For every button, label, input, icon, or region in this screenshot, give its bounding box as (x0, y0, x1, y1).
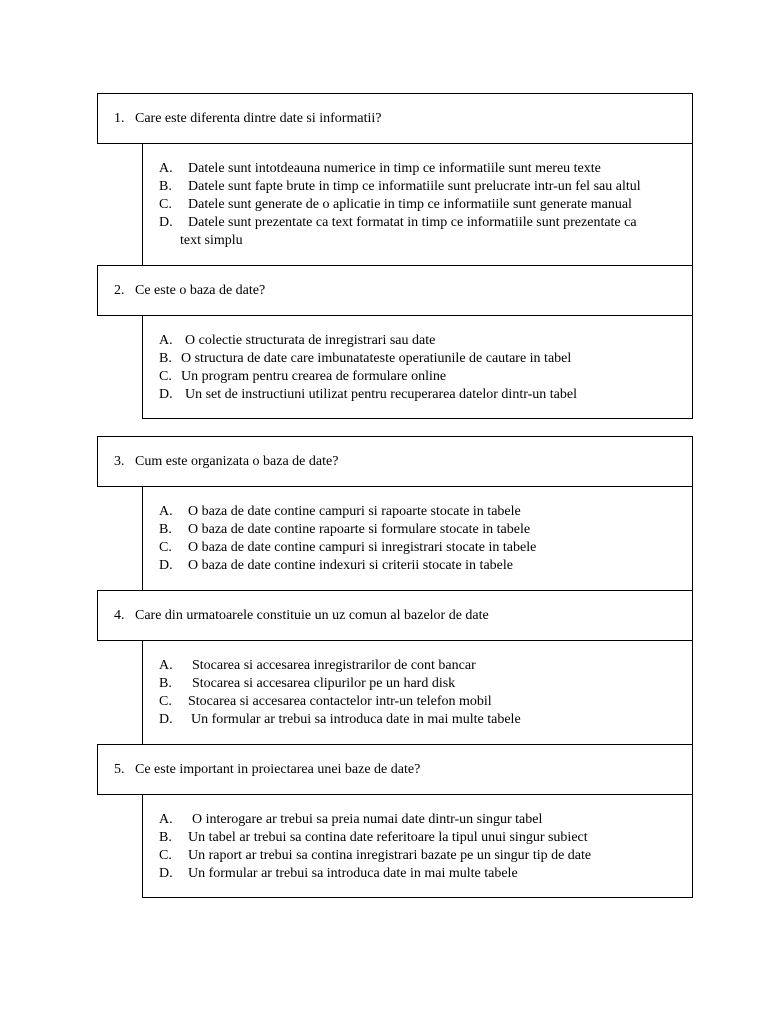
question-1-text: 1. Care este diferenta dintre date si informatii? (114, 111, 382, 126)
question-3-answers: A. O baza de date contine campuri si rapoarte stocate in tabele B. O baza de date contine rapoarte si formulare stocate in tabele C. O baza de date contine campuri si inregistrari stocate in tabele D. O baza de date contine indexuri si criterii stocate in tabele (142, 486, 693, 591)
question-3-text: 3. Cum este organizata o baza de date? (114, 454, 339, 469)
question-5-answers: A. O interogare ar trebui sa preia numai date dintr-un singur tabel B. Un tabel ar trebui sa contina date referitoare la tipul unui singur subiect C. Un raport ar trebui sa contina inregistrari bazate pe un singur tip de date D. Un formular ar trebui sa introduca date in mai multe tabele (142, 794, 693, 898)
question-1-answers: A. Datele sunt intotdeauna numerice in timp ce informatiile sunt mereu texte B. Datele sunt fapte brute in timp ce informatiile sunt prelucrate intr-un fel sau altul C. Datele sunt generate de o aplicatie in timp ce informatiile sunt generate manual D. Datele sunt prezentate ca text formatat in timp ce informatiile sunt prezentate ca text simplu (142, 143, 693, 266)
question-2-text: 2. Ce este o baza de date? (114, 283, 266, 298)
question-5-box (97, 744, 693, 795)
question-3-box (97, 436, 693, 487)
question-4-text: 4. Care din urmatoarele constituie un uz comun al bazelor de date (114, 608, 489, 623)
question-2-box (97, 265, 693, 316)
question-2-answers: A. O colectie structurata de inregistrari sau date B. O structura de date care imbunatateste operatiunile de cautare in tabel C. Un program pentru crearea de formulare online D. Un set de instructiuni utilizat pentru recuperarea datelor dintr-un tabel (142, 315, 693, 419)
question-1-box (97, 93, 693, 144)
question-4-box (97, 590, 693, 641)
q1-option-d-continuation: text simplu (180, 233, 243, 248)
question-4-answers: A. Stocarea si accesarea inregistrarilor de cont bancar B. Stocarea si accesarea clipurilor pe un hard disk C. Stocarea si accesarea contactelor intr-un telefon mobil D. Un formular ar trebui sa introduca date in mai multe tabele (142, 640, 693, 745)
question-5-text: 5. Ce este important in proiectarea unei baze de date? (114, 762, 421, 777)
